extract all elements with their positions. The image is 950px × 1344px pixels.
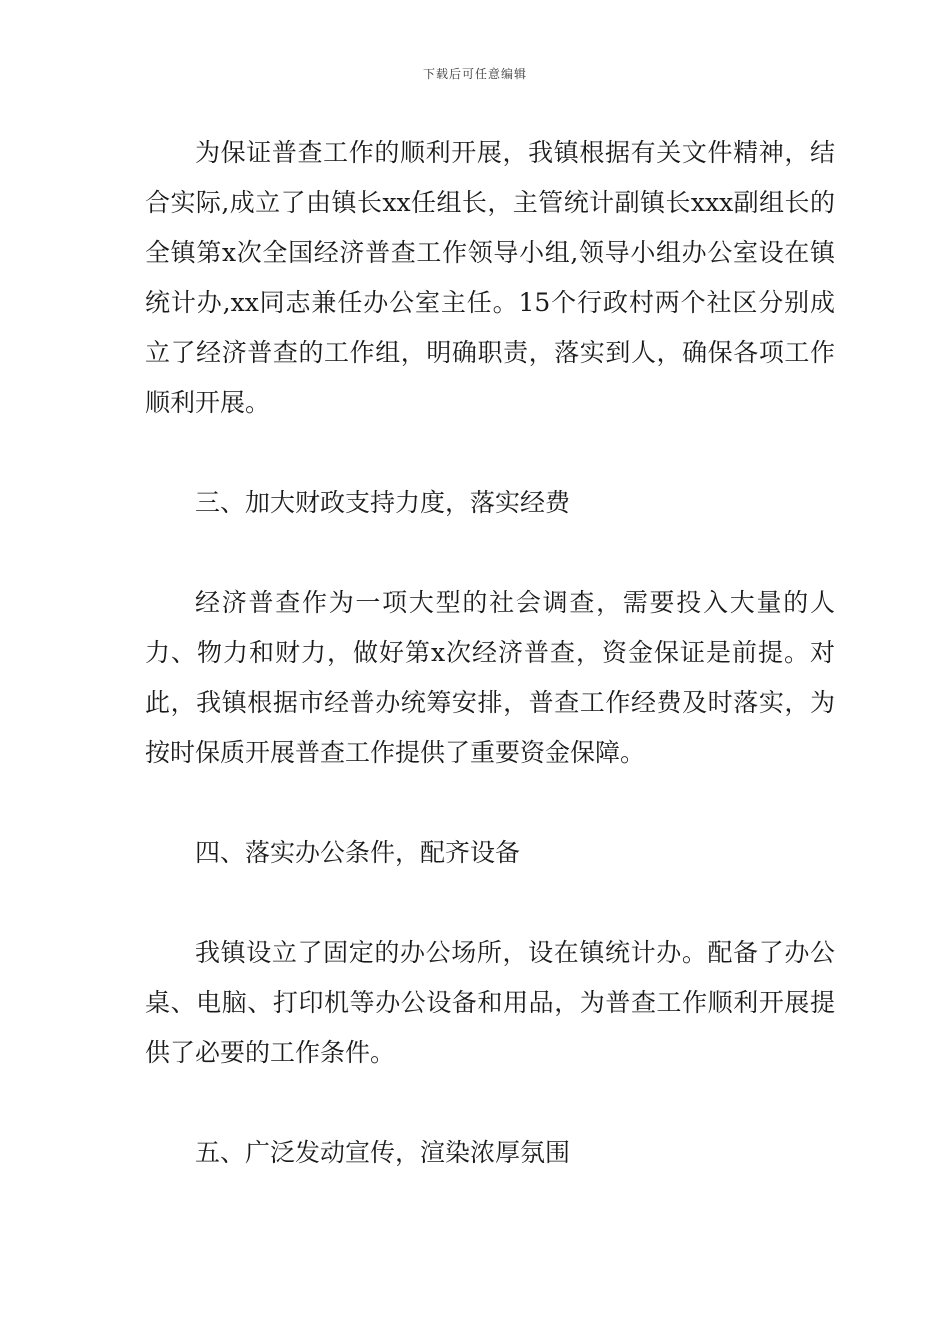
spacer xyxy=(145,1078,835,1128)
section-heading-3: 三、加大财政支持力度，落实经费 xyxy=(195,488,571,517)
spacer xyxy=(145,778,835,828)
spacer xyxy=(145,428,835,478)
header-note: 下载后可任意编辑 xyxy=(422,67,527,81)
section-heading-5: 五、广泛发动宣传，渲染浓厚氛围 xyxy=(195,1138,571,1167)
spacer xyxy=(145,528,835,578)
paragraph-funding: 经济普查作为一项大型的社会调查，需要投入大量的人力、物力和财力，做好第x次经济普查，资金保证是前提。对此，我镇根据市经普办统筹安排，普查工作经费及时落实，为按时保质开展普查工作提供了重要资金保障。 xyxy=(145,588,835,767)
spacer xyxy=(145,878,835,928)
section-heading-4: 四、落实办公条件，配齐设备 xyxy=(195,838,521,867)
document-body xyxy=(145,128,835,1178)
paragraph-office: 我镇设立了固定的办公场所，设在镇统计办。配备了办公桌、电脑、打印机等办公设备和用品，为普查工作顺利开展提供了必要的工作条件。 xyxy=(145,938,835,1067)
paragraph-organization: 为保证普查工作的顺利开展，我镇根据有关文件精神，结合实际,成立了由镇长xx任组长，主管统计副镇长xxx副组长的全镇第x次全国经济普查工作领导小组,领导小组办公室设在镇统计办,xx同志兼任办公室主任。15个行政村两个社区分别成立了经济普查的工作组，明确职责，落实到人，确保各项工作顺利开展。 xyxy=(145,138,835,417)
